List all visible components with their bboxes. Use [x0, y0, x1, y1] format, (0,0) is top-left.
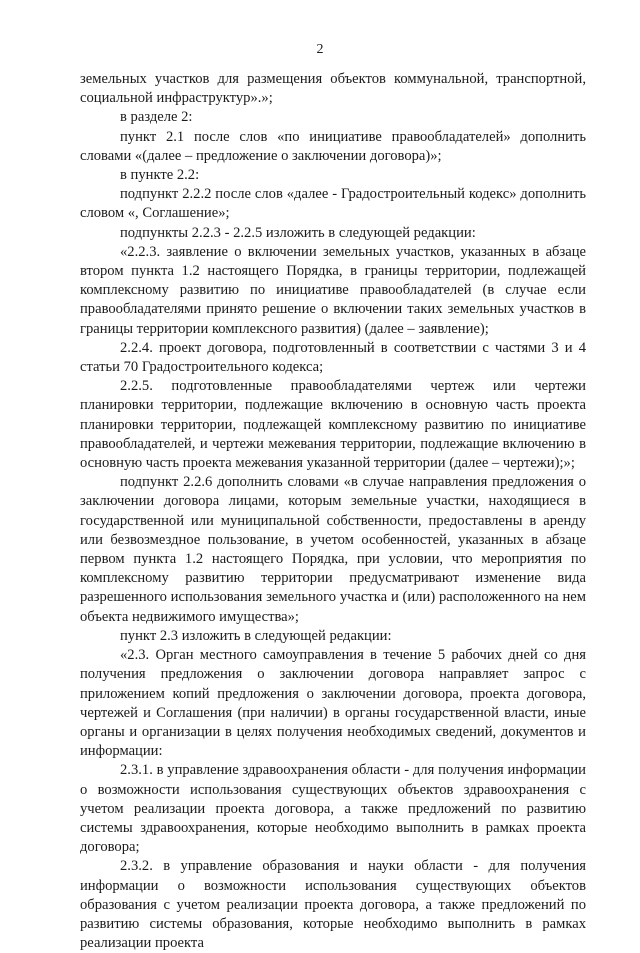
paragraph: 2.2.5. подготовленные правообладателями чертеж или чертежи планировки территории, подлежащие включению в основную часть проекта планировки территории, подлежащей комплексному развитию по инициативе правообладателей, и чертежи межевания территории, подлежащие включению в основную часть проекта межевания указанной территории (далее – чертежи);»;: [80, 378, 586, 472]
paragraph: 2.3.2. в управление образования и науки области - для получения информации о возможности использования существующих объектов образования с учетом реализации проекта договора, а также предложений по развитию системы образования, которые необходимо выполнить в рамках реализации проекта: [80, 858, 586, 952]
paragraph: земельных участков для размещения объектов коммунальной, транспортной, социальной инфраструктур».»;: [80, 71, 586, 107]
paragraph: подпункт 2.2.2 после слов «далее - Градостроительный кодекс» дополнить словом «, Соглашение»;: [80, 186, 586, 222]
paragraph: 2.2.4. проект договора, подготовленный в соответствии с частями 3 и 4 статьи 70 Градостроительного кодекса;: [80, 339, 586, 376]
paragraph: «2.3. Орган местного самоуправления в течение 5 рабочих дней со дня получения предложения о заключении договора направляет запрос с приложением копий предложения о заключении договора, проекта договора, чертежей и Соглашения (при наличии) в органы государственной власти, иные органы и организации в целях получения необходимых сведений, документов и информации:: [80, 647, 586, 760]
paragraph: пункт 2.3 изложить в следующей редакции:: [120, 627, 392, 644]
paragraph: в пункте 2.2:: [120, 167, 200, 184]
paragraph: в разделе 2:: [120, 109, 193, 126]
paragraph: подпункт 2.2.6 дополнить словами «в случае направления предложения о заключении договора лицами, которым земельные участки, находящиеся в государственной или муниципальной собственности, предоставлены в аренду или безвозмездное пользование, в учетом особенностей, указанных в абзаце первом пункта 1.2 настоящего Порядка, при условии, что мероприятия по комплексному развитию территории предусматривают изменение вида разрешенного использования земельного участка и (или) расположенного на нем объекта недвижимого имущества»;: [80, 474, 586, 625]
paragraph: подпункты 2.2.3 - 2.2.5 изложить в следующей редакции:: [120, 224, 476, 241]
document-body: [80, 70, 586, 953]
paragraph: «2.2.3. заявление о включении земельных участков, указанных в абзаце втором пункта 1.2 настоящего Порядка, в границы территории, подлежащей комплексному развитию по инициативе правообладателей (в случае если правообладателями принято решение о включении таких земельных участков в границы территории комплексного развития) (далее – заявление);: [80, 243, 586, 337]
paragraph: пункт 2.1 после слов «по инициативе правообладателей» дополнить словами «(далее – предложение о заключении договора)»;: [80, 128, 586, 164]
paragraph: 2.3.1. в управление здравоохранения области - для получения информации о возможности использования существующих объектов здравоохранения с учетом реализации проекта договора, а также предложений по развитию системы здравоохранения, которые необходимо выполнить в рамках проекта договора;: [80, 762, 586, 856]
page-number: 2: [316, 42, 324, 57]
